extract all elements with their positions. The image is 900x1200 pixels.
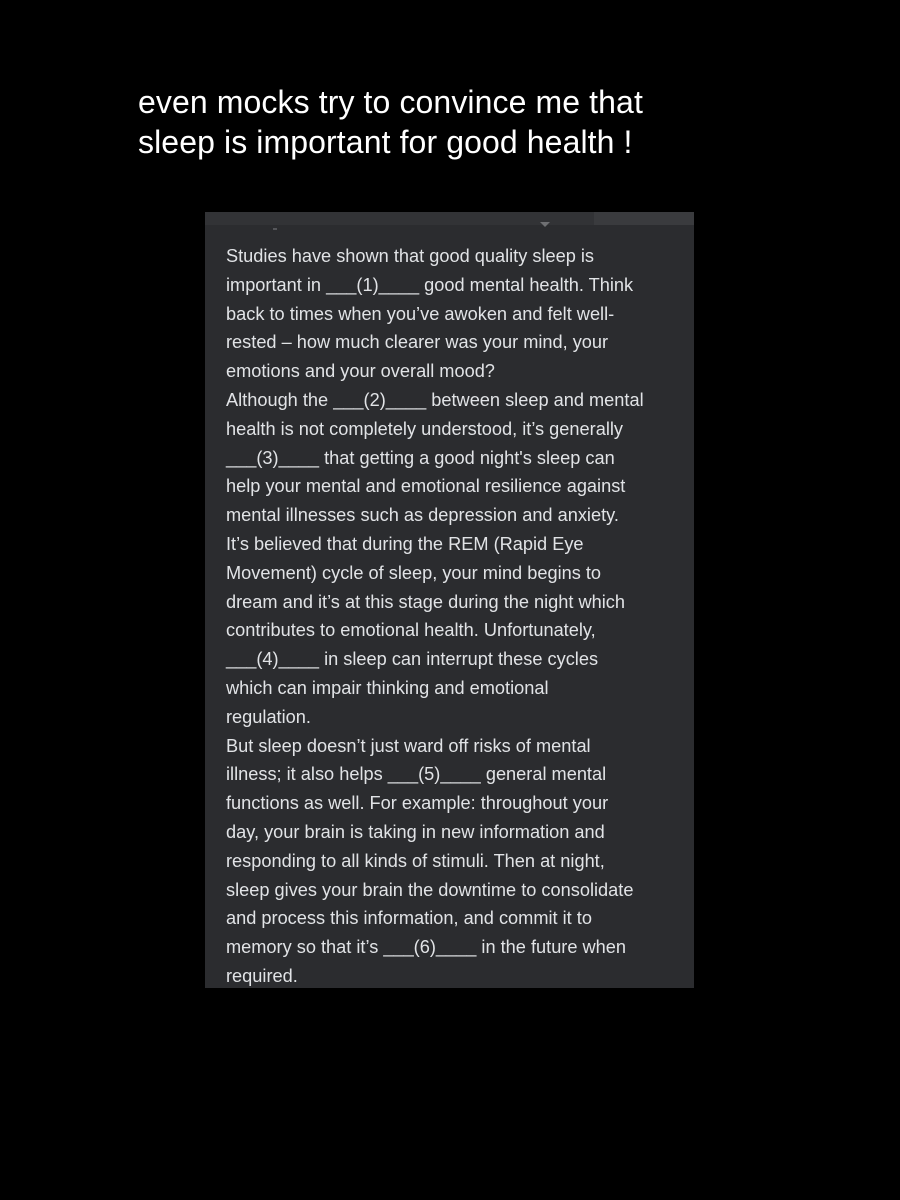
toolbar-strip (205, 212, 694, 225)
meme-caption (138, 82, 858, 162)
passage-line: regulation. (226, 706, 311, 727)
passage-line: contributes to emotional health. Unfortunately, (226, 620, 596, 641)
passage-line: which can impair thinking and emotional (226, 677, 549, 698)
passage-line: It’s believed that during the REM (Rapid Eye (226, 533, 584, 554)
passage-line: responding to all kinds of stimuli. Then at night, (226, 850, 605, 871)
passage-line: required. (226, 965, 298, 986)
passage-line: illness; it also helps ___(5)____ general mental (226, 764, 607, 785)
passage-line: Movement) cycle of sleep, your mind begins to (226, 562, 602, 583)
caption-line-1: even mocks try to convince me that (138, 84, 643, 120)
cloze-passage (226, 242, 686, 988)
passage-line: dream and it’s at this stage during the night which (226, 591, 626, 612)
passage-line: day, your brain is taking in new information and (226, 821, 605, 842)
passage-line: and process this information, and commit it to (226, 908, 592, 929)
caret-down-icon (540, 222, 550, 227)
passage-line: emotions and your overall mood? (226, 361, 495, 382)
passage-line: rested – how much clearer was your mind, your (226, 332, 609, 353)
passage-line: memory so that it’s ___(6)____ in the future when (226, 937, 627, 958)
passage-line: ___(3)____ that getting a good night's sleep can (226, 447, 615, 468)
passage-line: help your mental and emotional resilience against (226, 476, 626, 497)
passage-line: ___(4)____ in sleep can interrupt these cycles (226, 649, 599, 670)
caption-line-2: sleep is important for good health ! (138, 124, 633, 160)
passage-line: Although the ___(2)____ between sleep and mental (226, 389, 644, 410)
passage-line: But sleep doesn’t just ward off risks of mental (226, 735, 591, 756)
passage-line: sleep gives your brain the downtime to consolidate (226, 879, 634, 900)
passage-line: important in ___(1)____ good mental health. Think (226, 274, 634, 295)
passage-line: functions as well. For example: throughout your (226, 793, 609, 814)
passage-line: Studies have shown that good quality sleep is (226, 246, 595, 266)
passage-line: back to times when you’ve awoken and felt well- (226, 303, 615, 324)
passage-line: mental illnesses such as depression and anxiety. (226, 505, 619, 526)
toolbar-strip-right (594, 212, 694, 225)
exam-text-screenshot (205, 212, 694, 988)
cropped-text-mark (273, 228, 277, 230)
passage-line: health is not completely understood, it’s generally (226, 418, 623, 439)
